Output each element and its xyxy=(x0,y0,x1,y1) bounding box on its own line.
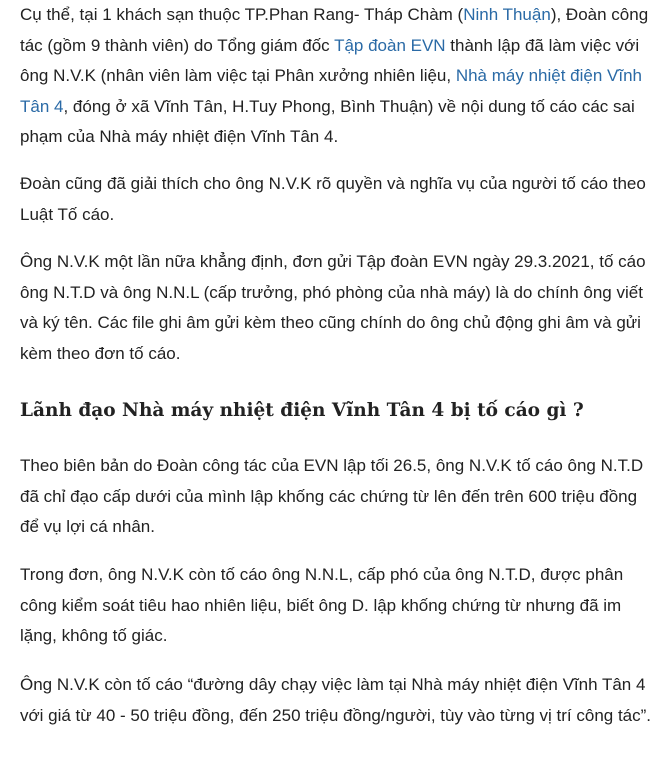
link-vinh-tan-4-plant[interactable]: Nhà máy nhiệt điện Vĩnh Tân 4 xyxy=(20,66,642,116)
paragraph-3: Ông N.V.K một lần nữa khẳng định, đơn gửi Tập đoàn EVN ngày 29.3.2021, tố cáo ông N.T.D và ông N.N.L (cấp trưởng, phó phòng của nhà máy) là do chính ông viết và ký tên. Các file ghi âm gửi kèm theo cũng chính do ông chủ động ghi âm và gửi kèm theo đơn tố cáo. xyxy=(20,252,646,363)
paragraph-4: Theo biên bản do Đoàn công tác của EVN lập tối 26.5, ông N.V.K tố cáo ông N.T.D đã chỉ đạo cấp dưới của mình lập khống các chứng từ lên đến trên 600 triệu đồng để vụ lợi cá nhân. xyxy=(20,456,644,536)
paragraph-1-text-a: Cụ thể, tại 1 khách sạn thuộc TP.Phan Rang- Tháp Chàm ( xyxy=(20,5,464,24)
link-evn[interactable]: Tập đoàn EVN xyxy=(334,35,446,55)
paragraph-6: Ông N.V.K còn tố cáo “đường dây chạy việc làm tại Nhà máy nhiệt điện Vĩnh Tân 4 với giá từ 40 - 50 triệu đồng, đến 250 triệu đồng/người, tùy vào từng vị trí công tác”. xyxy=(20,675,652,725)
paragraph-2: Đoàn cũng đã giải thích cho ông N.V.K rõ quyền và nghĩa vụ của người tố cáo theo Luật Tố cáo. xyxy=(20,174,646,224)
paragraph-1-text-b: ), Đoàn công tác (gồm 9 thành viên) do Tổng giám đốc xyxy=(20,5,649,55)
paragraph-1 xyxy=(20,0,654,153)
paragraph-1-text-c: thành lập đã làm việc với ông N.V.K (nhân viên làm việc tại Phân xưởng nhiên liệu, xyxy=(20,35,640,85)
link-ninh-thuan[interactable]: Ninh Thuận xyxy=(463,5,551,24)
paragraph-1-text-d: , đóng ở xã Vĩnh Tân, H.Tuy Phong, Bình Thuận) về nội dung tố cáo các sai phạm của Nhà máy nhiệt điện Vĩnh Tân 4. xyxy=(20,96,635,146)
section-heading: Lãnh đạo Nhà máy nhiệt điện Vĩnh Tân 4 bị tố cáo gì ? xyxy=(20,400,584,421)
paragraph-5: Trong đơn, ông N.V.K còn tố cáo ông N.N.L, cấp phó của ông N.T.D, được phân công kiểm soát tiêu hao nhiên liệu, biết ông D. lập khống chứng từ nhưng đã im lặng, không tố giác. xyxy=(20,565,624,645)
